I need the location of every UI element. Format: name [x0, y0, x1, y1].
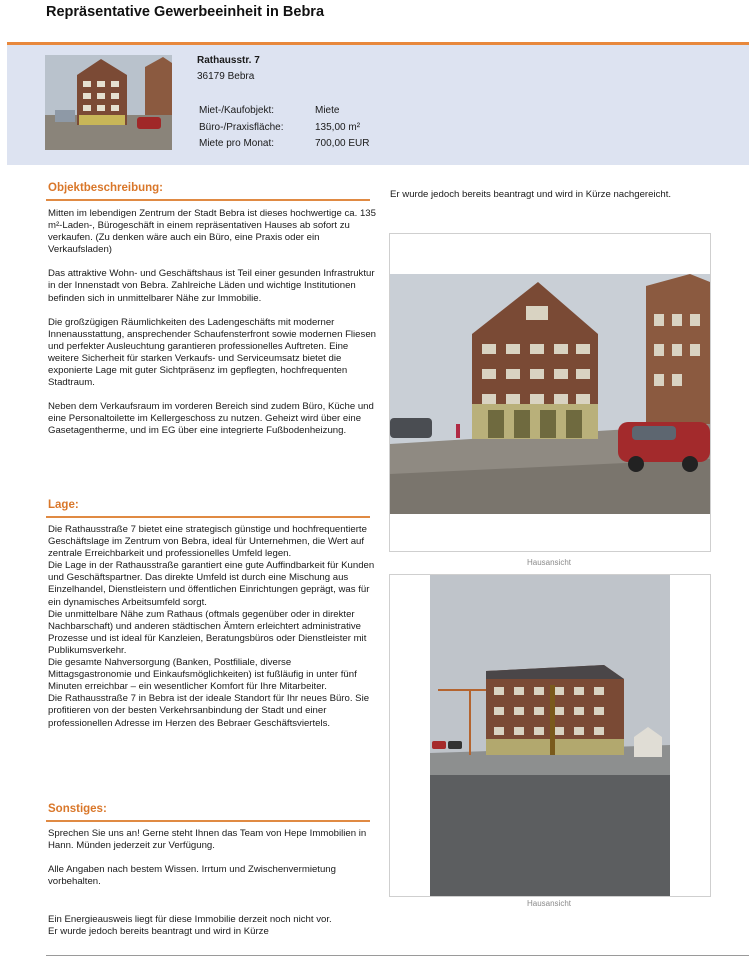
fact-value: 135,00 m² — [315, 121, 361, 133]
fact-label: Miet-/Kaufobjekt: — [199, 105, 275, 116]
address-city: 36179 Bebra — [197, 71, 255, 82]
paragraph: Sprechen Sie uns an! Gerne steht Ihnen das Team von Hepe Immobilien in Hann. Münden jederzeit zur Verfügung. — [48, 828, 367, 852]
section-heading-lage: Lage: — [48, 499, 79, 511]
header-thumbnail-photo — [45, 55, 172, 150]
fact-value: 700,00 EUR — [315, 138, 370, 149]
house-photo-2 — [389, 574, 711, 897]
photo-caption: Hausansicht — [526, 899, 572, 908]
paragraph: Alle Angaben nach bestem Wissen. Irrtum und Zwischenvermietung vorbehalten. — [48, 864, 336, 888]
paragraph: Die großzügigen Räumlichkeiten des Ladengeschäfts mit moderner Innenausstattung, ansprechender Schaufensterfront sowie modernen Fliesen und perfekter Ausleuchtung garantieren professionelles Auftreten. Eine weitere Sicherheit für starken Verkaufs- und Serviceumsatz bietet die exponierte Lage mit guter Sichtpräsenz im gepflegten, hochfrequenten Stadtraum. — [48, 316, 376, 389]
paragraph: Die Rathausstraße 7 bietet eine strategisch günstige und hochfrequentierte Geschäftslage im Zentrum von Bebra, ideal für Unternehmen, die Wert auf zentrale Erreichbarkeit und professionelles Umfeld legen. — [48, 524, 367, 560]
continued-text: Er wurde jedoch bereits beantragt und wird in Kürze nachgereicht. — [390, 189, 672, 200]
section-body-objekt — [48, 208, 376, 450]
fact-row-type — [199, 103, 369, 120]
fact-row-rent — [199, 136, 369, 153]
paragraph: Die gesamte Nahversorgung (Banken, Postfiliale, diverse Mittagsgastronomie und Einkaufsmöglichkeiten) ist fußläufig in unter fünf Minuten erreichbar – ein wesentlicher Komfort für Ihre Mitarbeiter. — [48, 657, 357, 693]
document-title: Repräsentative Gewerbeeinheit in Bebra — [46, 4, 325, 20]
fact-row-area — [199, 120, 369, 137]
paragraph: Er wurde jedoch bereits beantragt und wird in Kürze — [48, 926, 269, 938]
footer-rule — [46, 955, 749, 956]
fact-label: Büro-/Praxisfläche: — [199, 121, 284, 133]
paragraph: Die unmittelbare Nähe zum Rathaus (oftmals gegenüber oder in direkter Nachbarschaft) und anderen städtischen Ämtern erleichtert administrative Prozesse und ist ideal für Kanzleien, Beratungsbüros oder Dienstleister mit Publikumsverkehr. — [48, 608, 367, 656]
section-rule — [46, 820, 370, 822]
paragraph: Neben dem Verkaufsraum im vorderen Bereich sind zudem Büro, Küche und eine Personaltoilette im Kellergeschoss zu nutzen. Geheizt wird über eine Gasetagentherme, und im EG über eine integrierte Fußbodenheizung. — [48, 401, 374, 437]
section-heading-sonstiges: Sonstiges: — [48, 803, 107, 815]
paragraph: Das attraktive Wohn- und Geschäftshaus ist Teil einer gesunden Infrastruktur in der Innenstadt von Bebra. Zahlreiche Läden und wichtige Institutionen befinden sich in unmittelbarer Nähe zur Immobilie. — [48, 268, 375, 304]
paragraph: Die Rathausstraße 7 in Bebra ist der ideale Standort für Ihr neues Büro. Sie profitieren von der besten Verkehrsanbindung der Stadt und einer professionellen Adresse im Herzen des Bebraer Geschäftsviertels. — [48, 693, 370, 729]
fact-label: Miete pro Monat: — [199, 138, 275, 149]
paragraph: Die Lage in der Rathausstraße garantiert eine gute Auffindbarkeit für Kunden und Geschäftspartner. Das direkte Umfeld ist durch eine Mischung aus Einzelhandel, Dienstleistern und öffentlichen Einrichtungen geprägt, was für ein dynamisches Arbeitsumfeld sorgt. — [48, 560, 375, 608]
fact-value: Miete — [315, 105, 340, 116]
section-rule — [46, 199, 370, 201]
paragraph: Mitten im lebendigen Zentrum der Stadt Bebra ist dieses hochwertige ca. 135 m²-Laden-, Bürogeschäft in einem repräsentativen Hauses ab sofort zu verkaufen. (Zu denken wäre auch ein Büro, eine Praxis oder ein Verkaufsladen) — [48, 208, 376, 256]
section-body-sonstiges — [48, 828, 376, 939]
house-photo-1 — [389, 233, 711, 552]
address-street: Rathausstr. 7 — [197, 55, 260, 66]
section-rule — [46, 516, 370, 518]
key-facts — [199, 103, 369, 153]
section-heading-objekt: Objektbeschreibung: — [48, 182, 164, 194]
section-body-lage — [48, 524, 376, 730]
photo-caption: Hausansicht — [526, 558, 572, 567]
paragraph: Ein Energieausweis liegt für diese Immobilie derzeit noch nicht vor. — [48, 914, 332, 926]
